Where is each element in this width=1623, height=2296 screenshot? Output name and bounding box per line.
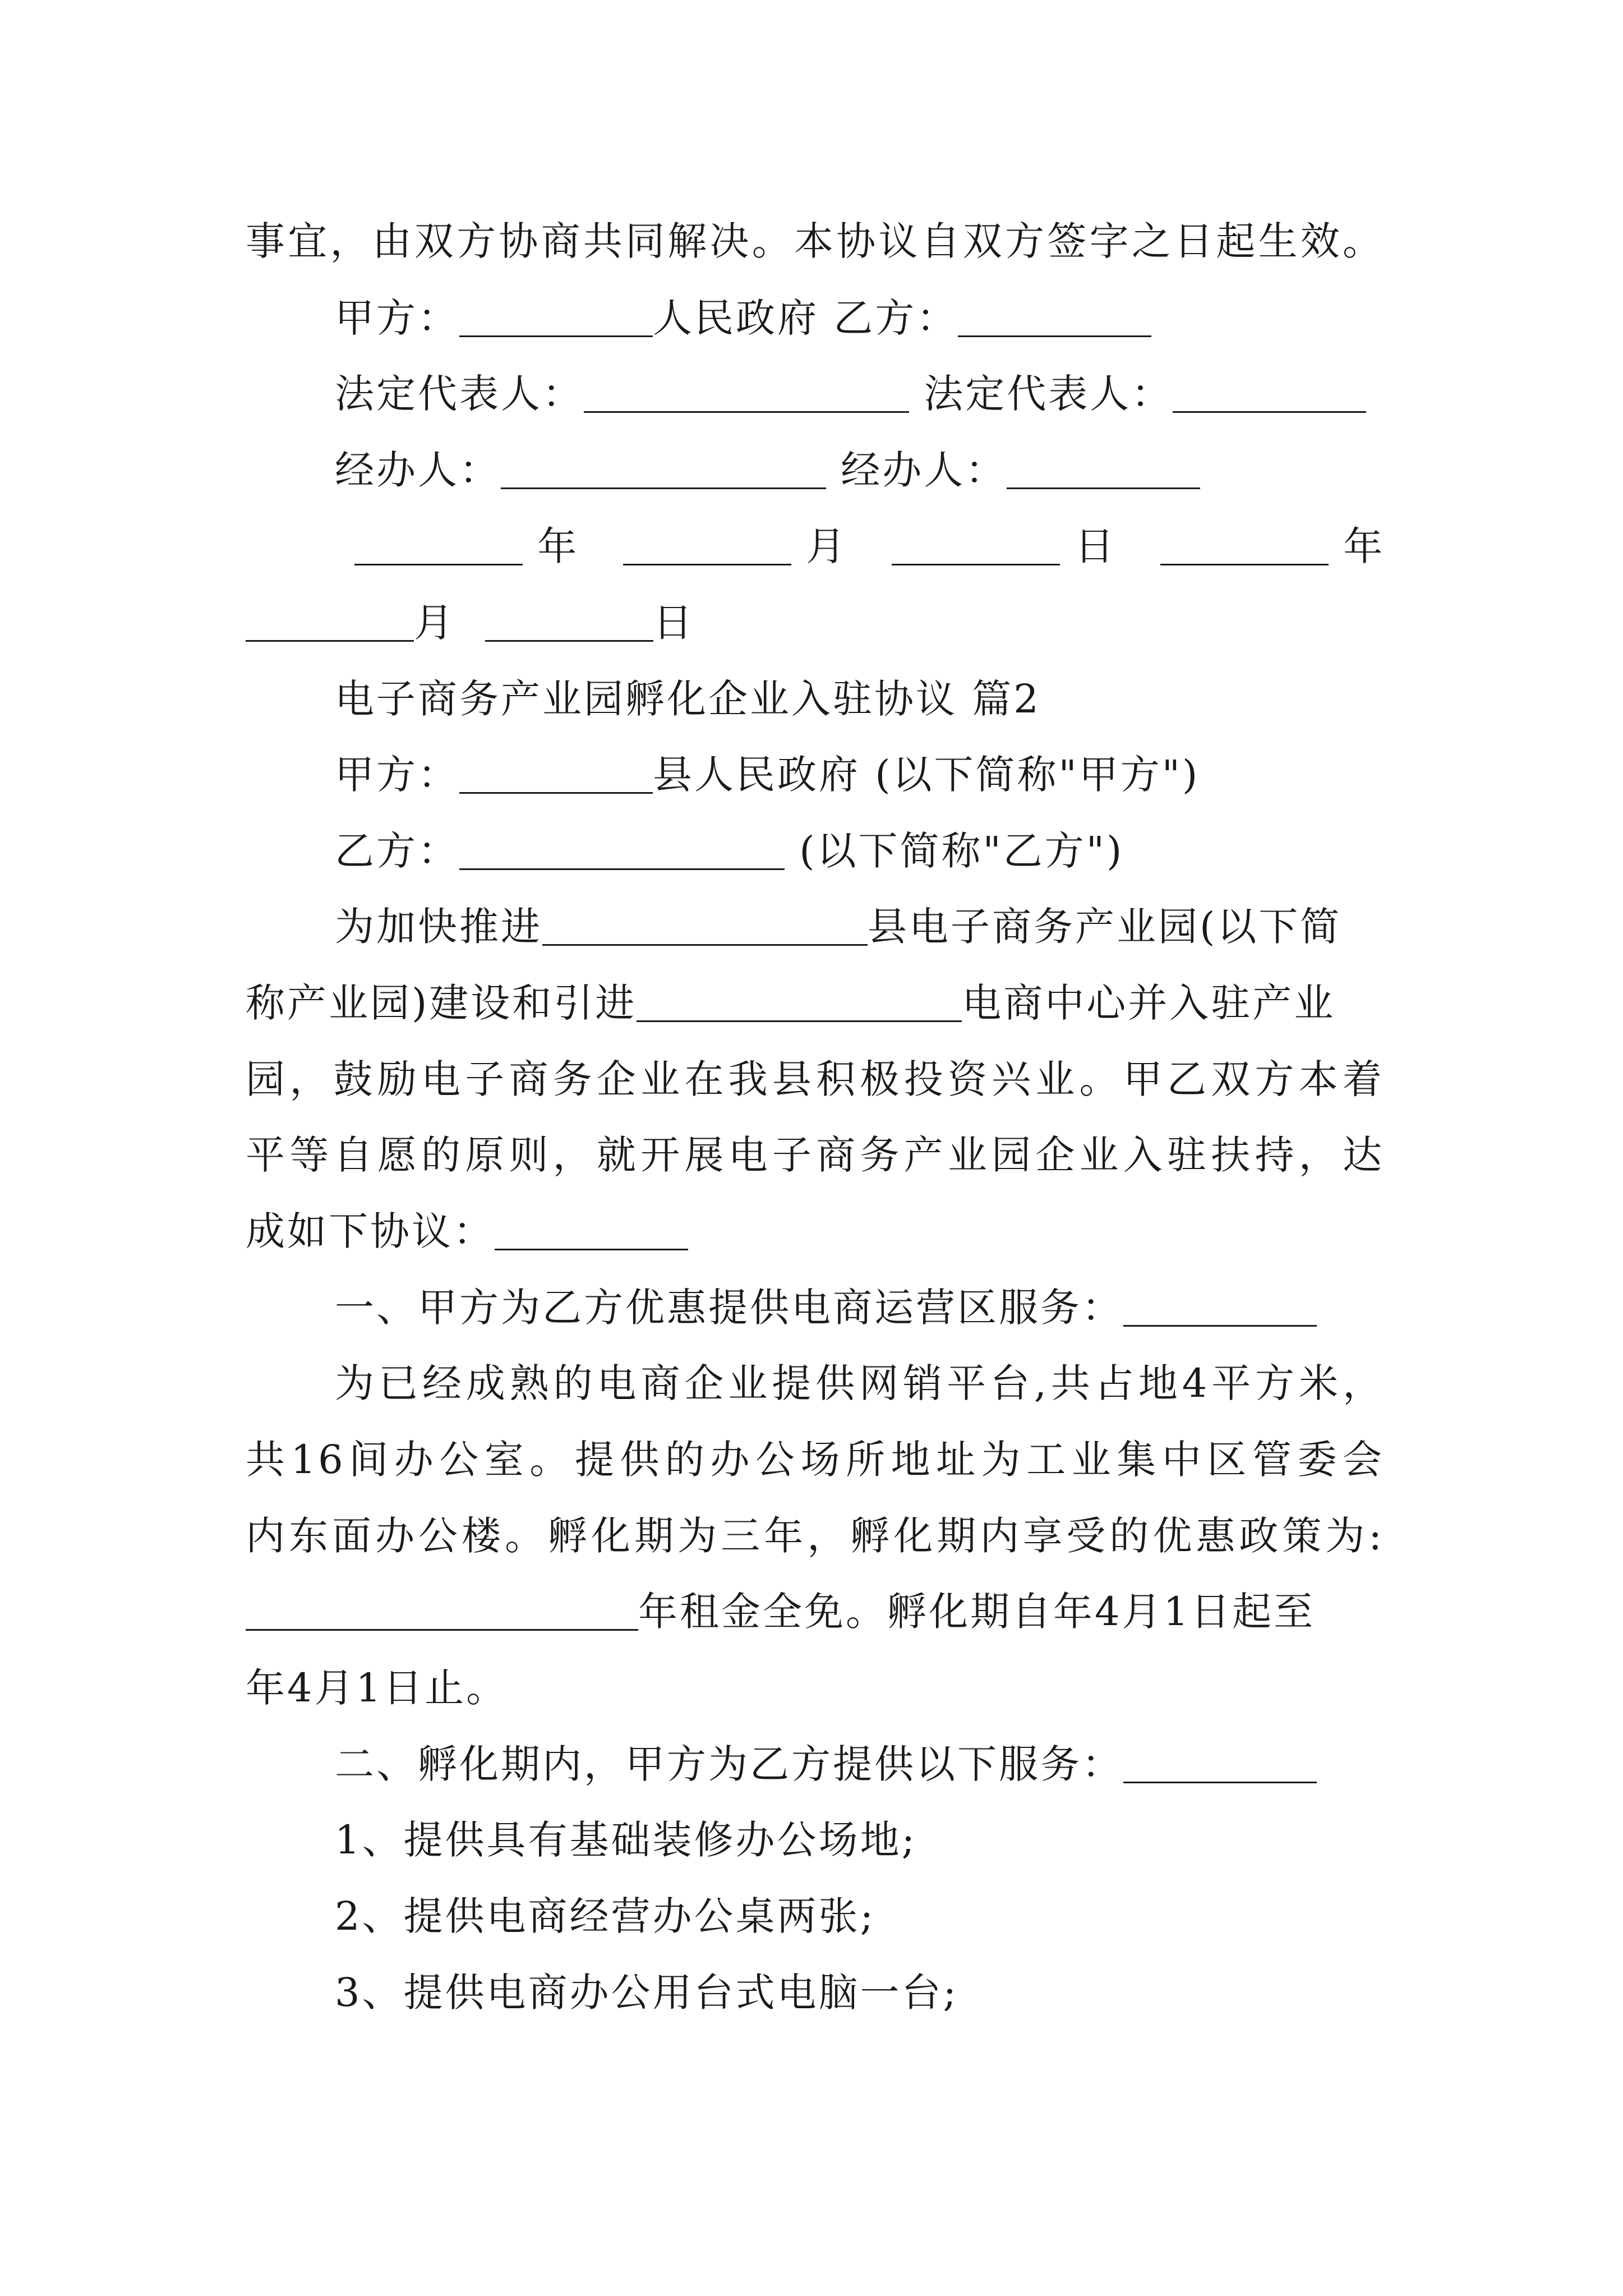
agent-line: 经办人： 经办人： <box>335 450 1200 490</box>
section-title: 电子商务产业园孵化企业入驻协议 篇2 <box>335 676 1041 722</box>
paragraph-line: 园，鼓励电子商务企业在我县积极投资兴业。甲乙双方本着 <box>246 1056 1384 1102</box>
paragraph-line: 称产业园)建设和引进 电商中心并入驻产业 <box>246 980 1336 1026</box>
paragraph-line: 内东面办公楼。孵化期为三年，孵化期内享受的优惠政策为: <box>246 1513 1384 1559</box>
legal-rep-line: 法定代表人： 法定代表人： <box>335 374 1366 413</box>
paragraph-line: 成如下协议： <box>246 1212 688 1251</box>
list-item: 1、提供具有基础装修办公场地; <box>335 1817 917 1863</box>
date-line: 年 月 日 年 <box>354 527 1385 566</box>
paragraph-line: 平等自愿的原则，就开展电子商务产业园企业入驻扶持，达 <box>246 1132 1384 1178</box>
party-a-line: 甲方： 县人民政府 (以下简称"甲方") <box>335 752 1200 798</box>
party-a-signature-line: 甲方： 人民政府 乙方： <box>335 298 1151 338</box>
date-line-cont: 月 日 <box>246 603 695 642</box>
paragraph-line: 为加快推进 县电子商务产业园(以下简 <box>335 904 1342 950</box>
text-line: 事宜，由双方协商共同解决。本协议自双方签字之日起生效。 <box>246 218 1384 264</box>
party-b-line: 乙方： (以下简称"乙方") <box>335 828 1124 874</box>
paragraph-line: 共16间办公室。提供的办公场所地址为工业集中区管委会 <box>246 1437 1384 1483</box>
clause-heading: 一、甲方为乙方优惠提供电商运营区服务： <box>335 1288 1317 1327</box>
paragraph-line: 为已经成熟的电商企业提供网销平台,共占地4平方米， <box>335 1360 1384 1406</box>
list-item: 3、提供电商办公用台式电脑一台; <box>335 1970 959 2016</box>
paragraph-line: 年租金全免。孵化期自年4月1日起至 <box>246 1592 1315 1631</box>
clause-heading: 二、孵化期内，甲方为乙方提供以下服务： <box>335 1745 1317 1784</box>
list-item: 2、提供电商经营办公桌两张; <box>335 1893 876 1939</box>
paragraph-line: 年4月1日止。 <box>246 1665 508 1711</box>
